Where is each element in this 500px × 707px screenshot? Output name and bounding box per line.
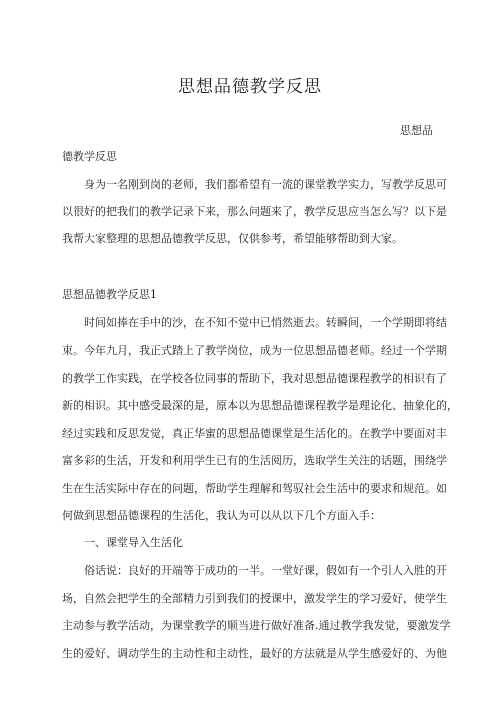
body-line: 我帮大家整理的思想品德教学反思，仅供参考，希望能够帮助到大家。 bbox=[62, 232, 403, 245]
body-line: 新的相识。其中感受最深的是，原本以为思想品德课程教学是理论化、抽象化的， bbox=[62, 399, 458, 412]
body-line: 束。今年九月，我正式踏上了教学岗位，成为一位思想品德老师。经过一个学期 bbox=[62, 344, 447, 357]
body-line: 经过实践和反思发觉，真正华蜜的思想品德课堂是生活化的。在教学中要面对丰 bbox=[62, 427, 447, 440]
body-line: 生的爱好、调动学生的主动性和主动性，最好的方法就是从学生感爱好的、为他 bbox=[62, 647, 447, 660]
body-line: 富多彩的生活，开发和利用学生已有的生活阅历，选取学生关注的话题，围绕学 bbox=[62, 454, 447, 467]
body-line: 何做到思想品德课程的生活化，我认为可以从以下几个方面入手： bbox=[62, 509, 381, 522]
body-line: 时间如捧在手中的沙，在不知不觉中已悄然逝去。转瞬间，一个学期即将结 bbox=[84, 316, 447, 329]
subsection-heading: 一、课堂导入生活化 bbox=[84, 536, 183, 549]
body-line: 生在生活实际中存在的问题，帮助学生理解和驾驭社会生活中的要求和规范。如 bbox=[62, 482, 447, 495]
body-line: 的教学工作实践，在学校各位同事的帮助下，我对思想品德课程教学的相识有了 bbox=[62, 372, 447, 385]
subtitle-line: 德教学反思 bbox=[62, 150, 117, 163]
body-line: 场，自然会把学生的全部精力引到我们的授课中，激发学生的学习爱好，使学生 bbox=[62, 592, 447, 605]
body-line: 主动参与教学活动，为课堂教学的顺当进行做好准备.通过教学我发觉，要激发学 bbox=[62, 619, 451, 632]
body-line: 以很好的把我们的教学记录下来，那么问题来了，教学反思应当怎么写？以下是 bbox=[62, 205, 447, 218]
section-heading: 思想品德教学反思1 bbox=[62, 288, 157, 301]
subtitle-line: 思想品 bbox=[400, 124, 433, 137]
body-line: 身为一名刚到岗的老师，我们都希望有一流的课堂教学实力，写教学反思可 bbox=[84, 178, 447, 191]
body-line: 俗话说：良好的开端等于成功的一半。一堂好课，假如有一个引人入胜的开 bbox=[84, 564, 447, 577]
document-title: 思想品德教学反思 bbox=[178, 77, 322, 97]
